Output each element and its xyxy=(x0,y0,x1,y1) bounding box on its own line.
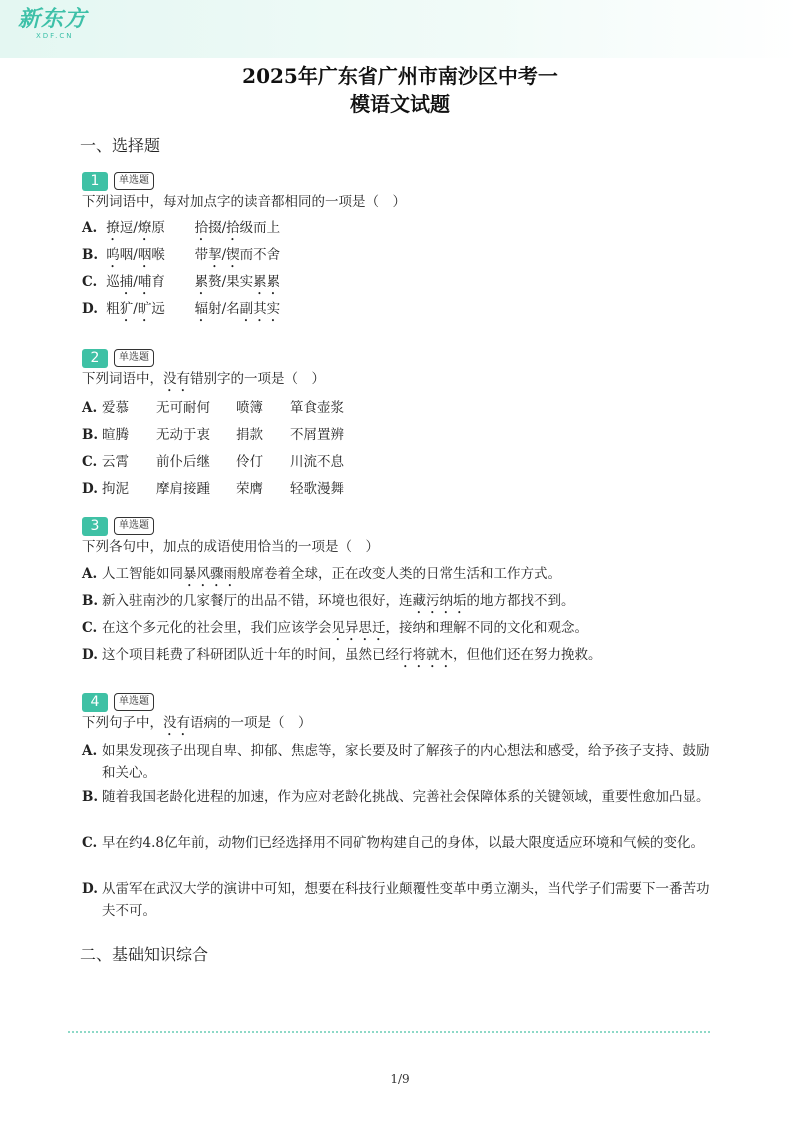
option-text: 如果发现孩子出现自卑、抑郁、焦虑等，家长要及时了解孩子的内心想法和感受，给予孩子支持、鼓励和关心。 xyxy=(102,743,710,781)
logo-text: 新东方 xyxy=(18,7,88,32)
q2-option-b[interactable] xyxy=(82,424,722,446)
option-letter: B. xyxy=(82,593,99,609)
option-text: 粗 xyxy=(106,301,120,317)
q4-option-b[interactable] xyxy=(82,786,722,808)
option-word: 川流不息 xyxy=(290,454,344,470)
question-2-stem xyxy=(82,369,325,395)
option-text: ，接纳和理解不同的文化和观念。 xyxy=(385,620,588,636)
question-2-header xyxy=(82,348,154,368)
option-text: 早在约4.8亿年前，动物们已经选择用不同矿物构建自己的身体，以最大限度适应环境和气候的变化。 xyxy=(102,835,704,851)
question-1-header xyxy=(82,171,154,191)
dotted-text: 没有 xyxy=(163,371,190,387)
option-text: 远 xyxy=(151,301,165,317)
q3-option-b[interactable] xyxy=(82,590,722,617)
q2-option-c[interactable] xyxy=(82,451,722,473)
section-heading-knowledge: 二、基础知识综合 xyxy=(80,945,209,964)
dotted-char: 哺 xyxy=(137,274,152,290)
dotted-char: 辐 xyxy=(194,301,209,317)
option-word: 无动于衷 xyxy=(156,427,210,443)
q4-option-c[interactable] xyxy=(82,832,722,854)
question-number-badge: 3 xyxy=(82,517,108,536)
option-letter: C. xyxy=(82,454,98,470)
option-word: 荣膺 xyxy=(236,481,263,497)
question-type-tag: 单选题 xyxy=(114,172,154,190)
option-text: 随着我国老龄化进程的加速，作为应对老龄化挑战、完善社会保障体系的关键领域，重要性愈加凸显。 xyxy=(102,789,710,805)
page-number: 1/9 xyxy=(390,1072,410,1086)
dotted-char: 咽 xyxy=(137,247,152,263)
option-text: ，但他们还在努力挽救。 xyxy=(453,647,602,663)
q4-option-d[interactable] xyxy=(82,878,722,922)
dotted-idiom: 暴风骤雨 xyxy=(183,566,237,582)
option-letter: A. xyxy=(82,743,98,759)
q1-option-b[interactable] xyxy=(82,244,722,271)
option-letter: D. xyxy=(82,647,98,663)
option-word: 爱慕 xyxy=(102,400,129,416)
option-word: 不屑置辨 xyxy=(290,427,344,443)
dotted-idiom: 见异思迁 xyxy=(331,620,386,636)
dotted-char: 挈/ xyxy=(208,247,227,263)
option-text: 喉 xyxy=(151,247,165,263)
option-text: 咽/ xyxy=(119,247,138,263)
dotted-char: 累累 xyxy=(253,274,281,290)
page-title-line2: 模语文试题 xyxy=(350,92,450,116)
question-number-badge: 2 xyxy=(82,349,108,368)
option-letter: D. xyxy=(82,881,98,897)
q2-option-d[interactable] xyxy=(82,478,722,500)
q3-option-d[interactable] xyxy=(82,644,722,671)
option-word: 伶仃 xyxy=(236,454,263,470)
option-word: 轻歌漫舞 xyxy=(290,481,344,497)
option-letter: B. xyxy=(82,247,99,263)
option-word: 前仆后继 xyxy=(156,454,210,470)
option-text: 逗/ xyxy=(119,220,138,236)
option-letter: D. xyxy=(82,301,98,317)
dotted-char: 拾 xyxy=(194,220,209,236)
dotted-char: 累 xyxy=(194,274,209,290)
option-letter: D. xyxy=(82,481,98,497)
option-text: 从雷军在武汉大学的演讲中可知，想要在科技行业颠覆性变革中勇立潮头，当代学子们需要下一番苦功夫不可。 xyxy=(102,881,710,919)
logo-subtext: XDF.CN xyxy=(36,32,74,40)
stem-text: 语病的一项是（ ） xyxy=(190,715,312,731)
stem-text: 下列句子中， xyxy=(82,715,163,731)
dotted-char: 拾 xyxy=(226,220,240,236)
question-number-badge: 1 xyxy=(82,172,108,191)
dotted-char: 犷/ xyxy=(119,301,138,317)
question-3-stem: 下列各句中，加点的成语使用恰当的一项是（ ） xyxy=(82,539,379,555)
question-4-stem xyxy=(82,713,312,739)
stem-text: 下列词语中， xyxy=(82,371,163,387)
option-text: 赘/ xyxy=(208,274,227,290)
dotted-char: 锲 xyxy=(226,247,240,263)
option-letter: A. xyxy=(82,566,98,582)
dotted-idiom: 行将就木 xyxy=(399,647,453,663)
option-text: 这个项目耗费了科研团队近十年的时间，虽然已经 xyxy=(102,647,399,663)
option-text: 射/ xyxy=(208,301,227,317)
option-word: 喷簿 xyxy=(236,400,263,416)
option-letter: C. xyxy=(82,835,98,851)
page-title-line1: 2025年广东省广州市南沙区中考一 xyxy=(242,64,558,88)
option-text: 育 xyxy=(151,274,165,290)
option-word: 箪食壶浆 xyxy=(290,400,344,416)
dotted-char: 捕/ xyxy=(119,274,138,290)
option-word: 无可耐何 xyxy=(156,400,210,416)
option-word: 云霄 xyxy=(102,454,129,470)
dotted-idiom: 藏污纳垢 xyxy=(412,593,467,609)
option-letter: B. xyxy=(82,789,99,805)
question-type-tag: 单选题 xyxy=(114,349,154,367)
dotted-char: 副其实 xyxy=(239,301,281,317)
question-number-badge: 4 xyxy=(82,693,108,712)
dotted-char: 撩 xyxy=(106,220,120,236)
header-band xyxy=(0,0,800,58)
dotted-char: 呜 xyxy=(106,247,120,263)
q2-option-a[interactable] xyxy=(82,397,722,419)
option-text: 新入驻南沙的几家餐厅的出品不错，环境也很好，连 xyxy=(102,593,413,609)
option-text: 巡 xyxy=(106,274,120,290)
option-text: 原 xyxy=(151,220,165,236)
option-text: 而不舍 xyxy=(239,247,281,263)
footer-divider xyxy=(68,1031,710,1033)
q1-option-a[interactable] xyxy=(82,217,722,244)
question-type-tag: 单选题 xyxy=(114,693,154,711)
q1-option-c[interactable] xyxy=(82,271,722,298)
option-text: 在这个多元化的社会里，我们应该学会 xyxy=(102,620,332,636)
dotted-char: 旷 xyxy=(137,301,152,317)
stem-text: 错别字的一项是（ ） xyxy=(190,371,325,387)
brand-logo xyxy=(18,8,87,40)
question-3-header xyxy=(82,516,154,536)
option-letter: C. xyxy=(82,620,98,636)
dotted-char: 燎 xyxy=(137,220,152,236)
option-text: 掇/ xyxy=(208,220,227,236)
option-letter: B. xyxy=(82,427,99,443)
q1-option-d[interactable] xyxy=(82,298,722,325)
option-text: 级而上 xyxy=(239,220,281,236)
option-letter: C. xyxy=(82,274,98,290)
option-letter: A. xyxy=(82,400,98,416)
option-word: 摩肩接踵 xyxy=(156,481,210,497)
option-text: 的地方都找不到。 xyxy=(466,593,575,609)
option-word: 暄腾 xyxy=(102,427,129,443)
question-type-tag: 单选题 xyxy=(114,517,154,535)
option-text: 般席卷着全球，正在改变人类的日常生活和工作方式。 xyxy=(237,566,561,582)
q3-option-a[interactable] xyxy=(82,563,722,590)
q3-option-c[interactable] xyxy=(82,617,722,644)
question-1-stem: 下列词语中，每对加点字的读音都相同的一项是（ ） xyxy=(82,194,406,210)
section-heading-choice: 一、选择题 xyxy=(80,136,161,155)
option-text: 带 xyxy=(194,247,209,263)
option-word: 捐款 xyxy=(236,427,263,443)
option-text: 名 xyxy=(226,301,240,317)
q4-option-a[interactable] xyxy=(82,740,722,784)
option-letter: A. xyxy=(82,220,98,236)
question-4-header xyxy=(82,692,154,712)
option-text: 果实 xyxy=(226,274,254,290)
option-word: 拘泥 xyxy=(102,481,129,497)
option-text: 人工智能如同 xyxy=(102,566,183,582)
dotted-text: 没有 xyxy=(163,715,190,731)
